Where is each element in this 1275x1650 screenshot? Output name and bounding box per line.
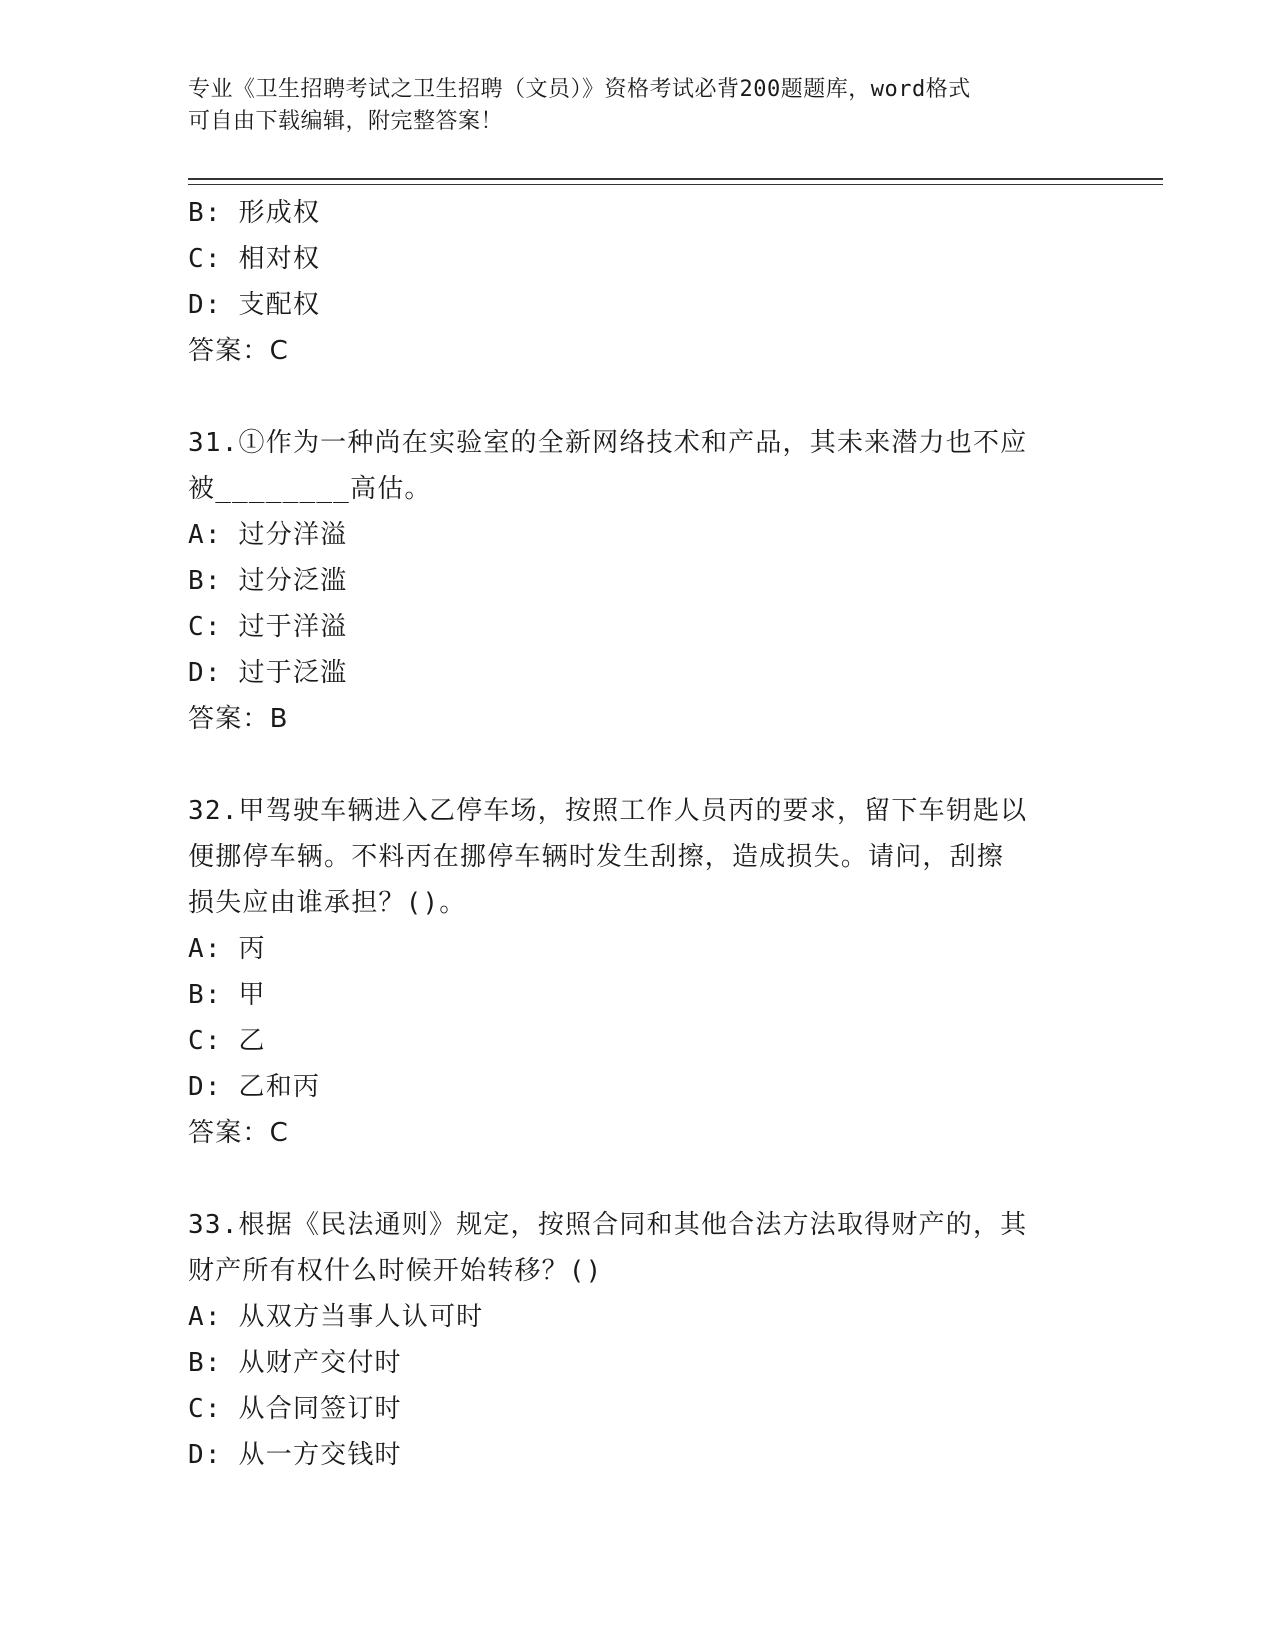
option-d: D: 乙和丙 bbox=[188, 1072, 321, 1102]
answer-line: 答案：C bbox=[188, 1118, 289, 1148]
document-header bbox=[188, 74, 1088, 138]
question-text: 损失应由谁承担？()。 bbox=[188, 888, 467, 918]
spacer bbox=[188, 742, 1088, 788]
option-d: D: 从一方交钱时 bbox=[188, 1440, 402, 1470]
option-b: B: 从财产交付时 bbox=[188, 1348, 402, 1378]
question-text: 31.①作为一种尚在实验室的全新网络技术和产品，其未来潜力也不应 bbox=[188, 428, 1028, 458]
question-list bbox=[188, 190, 1088, 1478]
question-text: 便挪停车辆。不料丙在挪停车辆时发生刮擦，造成损失。请问，刮擦 bbox=[188, 842, 1005, 872]
spacer bbox=[188, 1156, 1088, 1202]
question-30-tail bbox=[188, 190, 1088, 374]
answer-line: 答案：B bbox=[188, 704, 289, 734]
option-c: C: 乙 bbox=[188, 1026, 266, 1056]
option-a: A: 丙 bbox=[188, 934, 266, 964]
question-text: 财产所有权什么时候开始转移？() bbox=[188, 1256, 603, 1286]
question-text: 33.根据《民法通则》规定，按照合同和其他合法方法取得财产的，其 bbox=[188, 1210, 1028, 1240]
option-b: B: 甲 bbox=[188, 980, 266, 1010]
question-33 bbox=[188, 1202, 1088, 1478]
option-b: B: 形成权 bbox=[188, 198, 321, 228]
option-a: A: 过分洋溢 bbox=[188, 520, 348, 550]
header-line-2: 可自由下载编辑，附完整答案！ bbox=[188, 109, 504, 134]
spacer bbox=[188, 374, 1088, 420]
header-line-1: 专业《卫生招聘考试之卫生招聘（文员）》资格考试必背200题题库，word格式 bbox=[188, 77, 971, 102]
question-text: 被________高估。 bbox=[188, 474, 432, 504]
option-d: D: 支配权 bbox=[188, 290, 321, 320]
header-rule-thin bbox=[188, 184, 1163, 185]
answer-line: 答案：C bbox=[188, 336, 289, 366]
option-b: B: 过分泛滥 bbox=[188, 566, 348, 596]
question-32 bbox=[188, 788, 1088, 1156]
question-text: 32.甲驾驶车辆进入乙停车场，按照工作人员丙的要求，留下车钥匙以 bbox=[188, 796, 1028, 826]
question-31 bbox=[188, 420, 1088, 742]
option-d: D: 过于泛滥 bbox=[188, 658, 348, 688]
header-rule-thick bbox=[188, 178, 1163, 180]
option-c: C: 相对权 bbox=[188, 244, 321, 274]
option-c: C: 过于洋溢 bbox=[188, 612, 348, 642]
option-c: C: 从合同签订时 bbox=[188, 1394, 402, 1424]
option-a: A: 从双方当事人认可时 bbox=[188, 1302, 484, 1332]
